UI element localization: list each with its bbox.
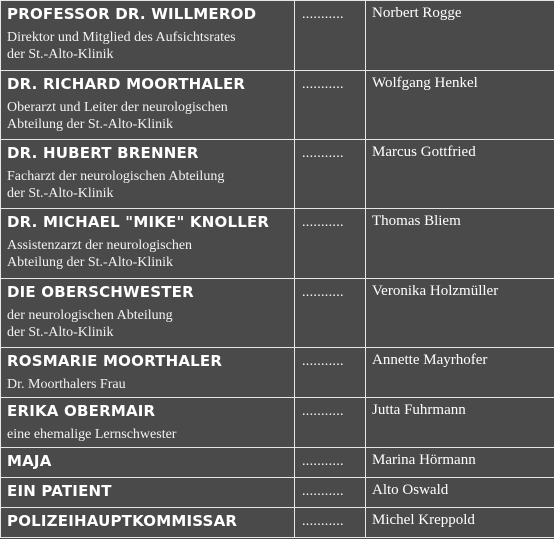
table-row: [1, 71, 554, 140]
table-row: [1, 508, 554, 538]
role-description: Assistenzarzt der neurologischen Abteilung der St.-Alto-Klinik: [7, 238, 193, 270]
table-row: [1, 398, 554, 448]
role-cell: [1, 1, 295, 71]
dot-leader: ...........: [295, 478, 366, 508]
role-name: DR. RICHARD MOORTHALER: [7, 75, 246, 93]
actor-name: Norbert Rogge: [366, 1, 554, 71]
role-name: POLIZEIHAUPTKOMMISSAR: [7, 512, 238, 530]
table-row: [1, 209, 554, 279]
table-row: [1, 348, 554, 398]
role-description: Oberarzt und Leiter der neurologischen Abteilung der St.-Alto-Klinik: [7, 100, 228, 132]
actor-name: Marcus Gottfried: [366, 140, 554, 209]
role-cell: [1, 448, 295, 478]
role-name: ROSMARIE MOORTHALER: [7, 352, 223, 370]
role-cell: [1, 279, 295, 348]
table-row: [1, 448, 554, 478]
role-name: PROFESSOR DR. WILLMEROD: [7, 5, 257, 23]
role-name: ERIKA OBERMAIR: [7, 402, 156, 420]
dot-leader: ...........: [295, 508, 366, 538]
actor-name: Wolfgang Henkel: [366, 71, 554, 140]
role-description: Direktor und Mitglied des Aufsichtsrates der St.-Alto-Klinik: [7, 30, 236, 62]
table-row: [1, 279, 554, 348]
dot-leader: ...........: [295, 448, 366, 478]
role-description: der neurologischen Abteilung der St.-Alto-Klinik: [7, 308, 173, 340]
dot-leader: ...........: [295, 140, 366, 209]
role-cell: [1, 209, 295, 279]
role-name: MAJA: [7, 452, 52, 470]
actor-name: Thomas Bliem: [366, 209, 554, 279]
role-description: Dr. Moorthalers Frau: [7, 377, 126, 392]
actor-name: Alto Oswald: [366, 478, 554, 508]
role-cell: [1, 140, 295, 209]
role-description: eine ehemalige Lernschwester: [7, 427, 177, 442]
role-cell: [1, 508, 295, 538]
actor-name: Michel Kreppold: [366, 508, 554, 538]
role-name: DR. MICHAEL "MIKE" KNOLLER: [7, 213, 270, 231]
role-description: Facharzt der neurologischen Abteilung der St.-Alto-Klinik: [7, 169, 225, 201]
actor-name: Marina Hörmann: [366, 448, 554, 478]
table-row: [1, 140, 554, 209]
actor-name: Jutta Fuhrmann: [366, 398, 554, 448]
dot-leader: ...........: [295, 398, 366, 448]
role-cell: [1, 71, 295, 140]
actor-name: Veronika Holzmüller: [366, 279, 554, 348]
role-cell: [1, 398, 295, 448]
role-name: DR. HUBERT BRENNER: [7, 144, 199, 162]
table-row: [1, 1, 554, 71]
dot-leader: ...........: [295, 71, 366, 140]
role-name: EIN PATIENT: [7, 482, 112, 500]
dot-leader: ...........: [295, 209, 366, 279]
role-cell: [1, 348, 295, 398]
dot-leader: ...........: [295, 348, 366, 398]
dot-leader: ...........: [295, 279, 366, 348]
role-name: DIE OBERSCHWESTER: [7, 283, 194, 301]
dot-leader: ...........: [295, 1, 366, 71]
role-cell: [1, 478, 295, 508]
actor-name: Annette Mayrhofer: [366, 348, 554, 398]
table-row: [1, 478, 554, 508]
